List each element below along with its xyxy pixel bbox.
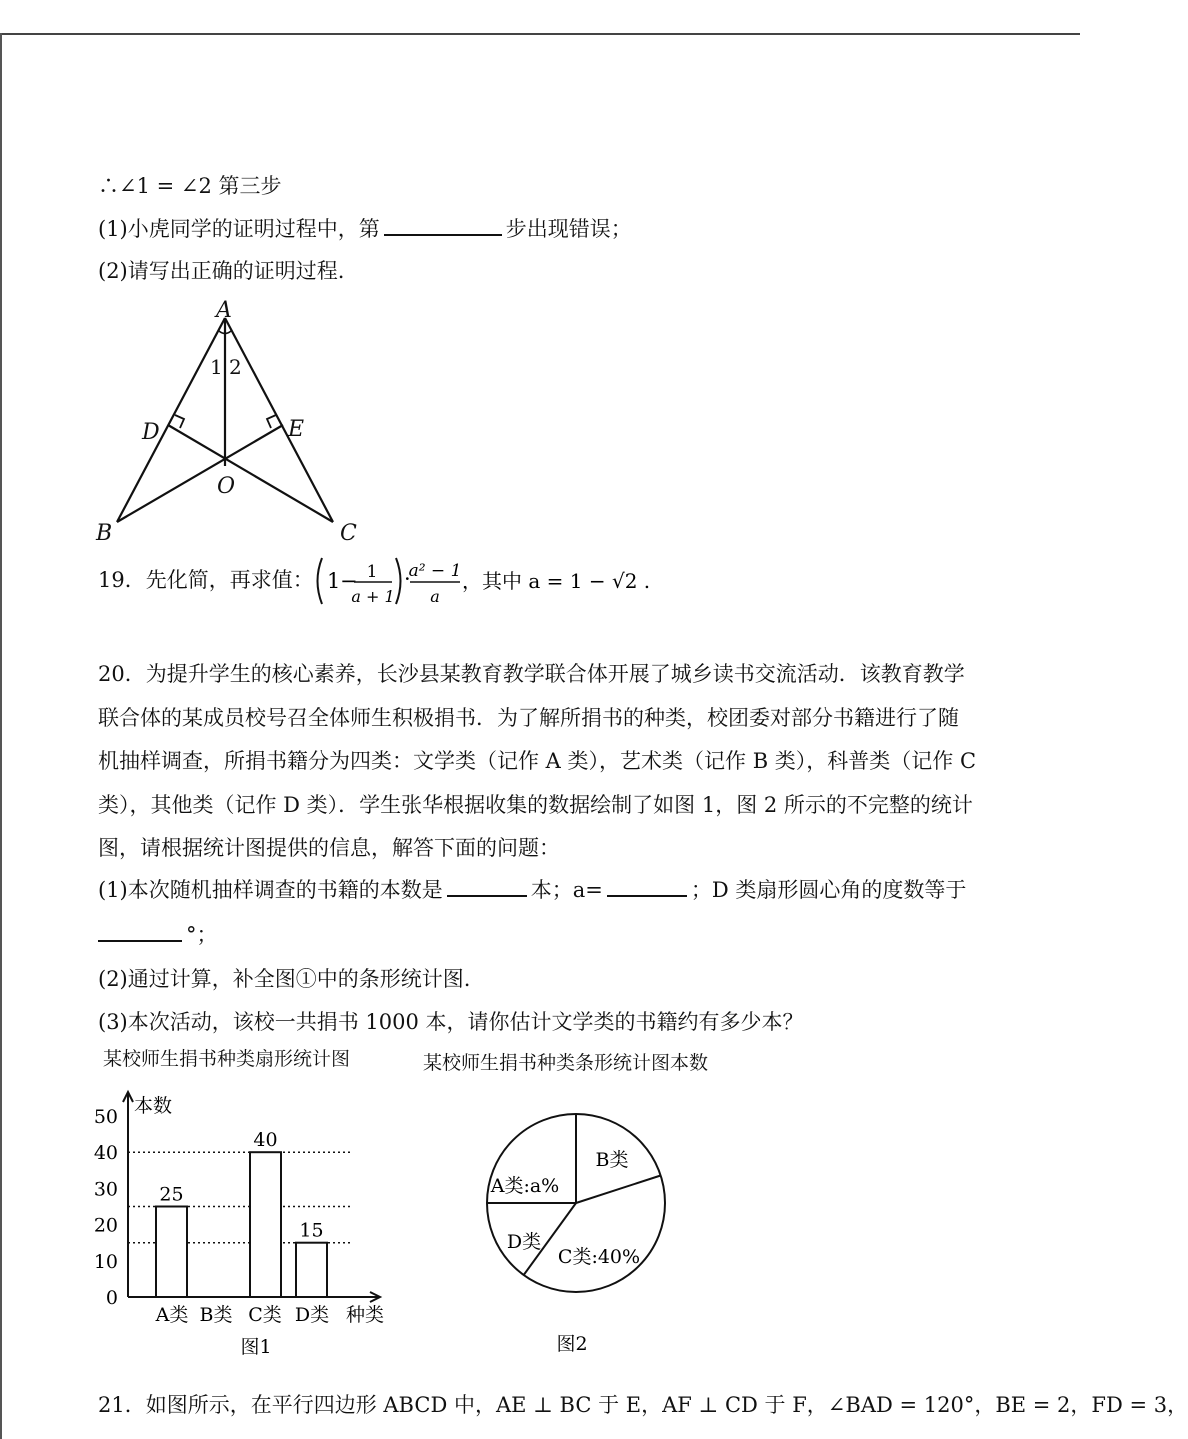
y-tick-label: 10 <box>93 1250 118 1273</box>
page-left-border <box>0 33 2 1439</box>
bar-chart <box>88 1088 400 1363</box>
q20-part1-text-c: ；D 类扇形圆心角的度数等于 <box>690 878 967 902</box>
q19-suffix: ，其中 a = 1 − √2 . <box>462 569 651 593</box>
label-c: C <box>340 521 357 546</box>
page-top-border <box>0 33 1080 35</box>
q18-part2: (2)请写出正确的证明过程. <box>98 259 345 283</box>
pie-slice-boundary <box>576 1175 661 1203</box>
x-tick-label: D类 <box>294 1304 330 1326</box>
right-angle-mark-d <box>175 415 184 428</box>
angle-1-label: 1 <box>210 355 223 379</box>
pie-slice-label: B类 <box>595 1149 629 1171</box>
answer-blank[interactable] <box>607 877 687 897</box>
y-tick-label: 50 <box>93 1106 118 1128</box>
caption-left: 某校师生捐书种类扇形统计图 <box>103 1048 351 1070</box>
expr-minus: − <box>340 569 358 593</box>
q20-part1 <box>98 876 966 904</box>
bar-chart-caption: 图1 <box>240 1336 272 1358</box>
answer-blank[interactable] <box>98 922 182 942</box>
pie-chart-caption: 图2 <box>556 1333 588 1355</box>
proof-step-line: ∴∠1 = ∠2 第三步 <box>98 174 282 198</box>
x-tick-label: B类 <box>199 1304 233 1326</box>
bar-value-label: 25 <box>159 1183 184 1206</box>
bar-value-label: 40 <box>253 1129 278 1152</box>
expr-den2: a <box>430 587 440 606</box>
right-angle-mark-e <box>267 415 276 428</box>
angle-2-label: 2 <box>229 355 242 379</box>
q18-part1 <box>98 215 632 243</box>
expr-one: 1 <box>327 569 341 593</box>
y-axis-label: 本数 <box>134 1095 173 1117</box>
q20-line: 机抽样调查，所捐书籍分为四类：文学类（记作 A 类），艺术类（记作 B 类），科普类（记作 C <box>98 749 977 773</box>
q18-part1-text-b: 步出现错误； <box>505 217 632 241</box>
triangle-figure <box>90 296 380 548</box>
pie-chart <box>476 1110 676 1360</box>
bar <box>296 1243 327 1297</box>
q20-line: 联合体的某成员校号召全体师生积极捐书．为了解所捐书的种类，校团委对部分书籍进行了随 <box>98 706 959 730</box>
x-tick-label: A类 <box>155 1304 189 1326</box>
q21-text: 21．如图所示，在平行四边形 ABCD 中，AE ⊥ BC 于 E，AF ⊥ CD 于 F，∠BAD = 120°，BE = 2，FD = 3， <box>98 1393 1188 1417</box>
q20-part1-text-b: 本；a= <box>530 878 603 902</box>
q20-part3: (3)本次活动，该校一共捐书 1000 本，请你估计文学类的书籍约有多少本？ <box>98 1010 804 1034</box>
pie-slice-label: C类:40% <box>557 1246 641 1268</box>
y-tick-label: 30 <box>93 1178 118 1201</box>
pie-slice-label: D类 <box>506 1231 542 1253</box>
expr-num1: 1 <box>366 562 378 582</box>
y-tick-label: 40 <box>93 1142 118 1165</box>
bar <box>250 1152 281 1297</box>
q18-part1-text-a: (1)小虎同学的证明过程中，第 <box>98 217 380 241</box>
y-tick-label: 20 <box>93 1214 118 1237</box>
label-d: D <box>142 420 160 445</box>
label-a: A <box>216 298 232 323</box>
label-o: O <box>217 474 236 499</box>
expr-dot: · <box>404 567 411 591</box>
answer-blank[interactable] <box>384 216 502 236</box>
x-axis-label: 种类 <box>346 1304 385 1326</box>
q20-line: 类），其他类（记作 D 类）．学生张华根据收集的数据绘制了如图 1，图 2 所示的不完整的统计 <box>98 793 973 817</box>
answer-blank[interactable] <box>447 877 527 897</box>
bar-value-label: 15 <box>299 1219 324 1242</box>
expr-den1: a + 1 <box>351 587 395 606</box>
q19-prefix: 19．先化简，再求值： <box>98 568 314 592</box>
q20-part1-text-a: (1)本次随机抽样调查的书籍的本数是 <box>98 878 443 902</box>
q20-part1-cont <box>98 921 218 949</box>
pie-slice-label: A类:a% <box>490 1175 560 1197</box>
q20-line: 图，请根据统计图提供的信息，解答下面的问题： <box>98 836 560 860</box>
bar <box>156 1207 187 1298</box>
label-e: E <box>288 417 305 442</box>
label-b: B <box>96 521 113 546</box>
y-tick-label: 0 <box>105 1287 118 1309</box>
expr-num2: a² − 1 <box>408 561 462 581</box>
q20-part1-text-d: °； <box>186 923 218 947</box>
caption-right: 某校师生捐书种类条形统计图本数 <box>423 1052 709 1074</box>
q20-part2: (2)通过计算，补全图①中的条形统计图. <box>98 967 471 991</box>
x-tick-label: C类 <box>248 1304 282 1326</box>
q20-line: 20．为提升学生的核心素养，长沙县某教育教学联合体开展了城乡读书交流活动．该教育教学 <box>98 662 965 686</box>
q19-expression <box>312 554 651 610</box>
